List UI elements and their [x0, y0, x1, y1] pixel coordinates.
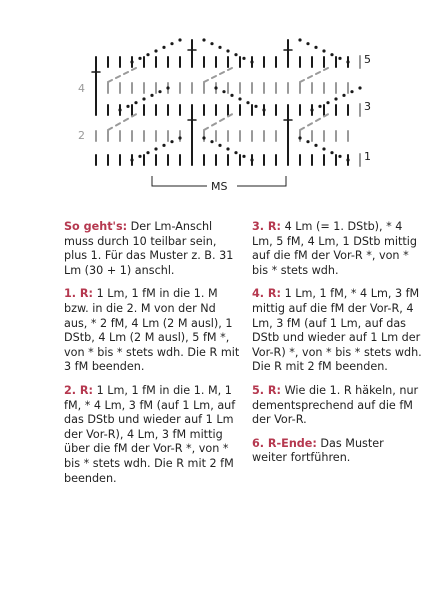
row-label-2: 2: [78, 129, 85, 142]
row-1-chain-dot: [306, 140, 309, 143]
row-1-chain-dot: [138, 155, 141, 158]
row-4-chain: [212, 76, 216, 78]
row-1-chain-dot: [226, 147, 229, 150]
row-3-chain-dot: [150, 94, 153, 97]
row-2-chain: [308, 123, 312, 125]
row-5-chain-dot: [146, 53, 149, 56]
row-4-chain: [116, 76, 120, 78]
crochet-chart: [0, 0, 448, 210]
row-4-instruction: 4. R: 1 Lm, 1 fM, * 4 Lm, 3 fM mittig auf die fM der Vor-R, 4 Lm, 3 fM (auf 1 Lm, auf das DStb und wieder auf 1 Lm der Vor-R) *, von * bis * stets wdh. Die R mit 2 fM beenden.: [252, 287, 422, 374]
row-5-chain-dot: [138, 57, 141, 60]
row-3-chain-dot: [358, 86, 361, 89]
row-4-chain: [132, 68, 136, 70]
row-1-chain-dot: [346, 158, 349, 161]
row-label-1: 1: [364, 150, 371, 163]
row-4-chain: [228, 68, 232, 70]
row-2-chain: [108, 128, 112, 130]
row-1-chain-dot: [146, 151, 149, 154]
row-1-chain-dot: [170, 140, 173, 143]
row-3-chain-dot: [214, 86, 217, 89]
row-label-3: 3: [364, 100, 371, 113]
row-5-chain-dot: [130, 60, 133, 63]
row-5-chain-dot: [330, 53, 333, 56]
row-3-chain-dot: [246, 101, 249, 104]
row-4-chain: [324, 68, 328, 70]
instructions-left-column: [64, 220, 240, 495]
row-4-chain: [124, 72, 128, 74]
row-1-chain-dot: [130, 158, 133, 161]
row-3-instruction: 3. R: 4 Lm (= 1. DStb), * 4 Lm, 5 fM, 4 Lm, 1 DStb mittig auf die fM der Vor-R *, von * bis * stets wdh.: [252, 220, 417, 277]
row-label-5: 5: [364, 53, 371, 66]
row-3-chain-dot: [238, 97, 241, 100]
row-5-chain-dot: [178, 38, 181, 41]
row-3-chain-dot: [158, 90, 161, 93]
row-1-chain-dot: [250, 158, 253, 161]
row-1-chain-dot: [218, 144, 221, 147]
row-5-chain-dot: [202, 38, 205, 41]
row-3-chain-dot: [230, 94, 233, 97]
row-1-chain-dot: [234, 151, 237, 154]
row-1-instruction: 1. R: 1 Lm, 1 fM in die 1. M bzw. in die 2. M von der Nd aus, * 2 fM, 4 Lm (2 M ausl), 1 DStb, 4 Lm (2 M ausl), 5 fM *, von * bis * stets wdh. Die R mit 3 fM beenden.: [64, 287, 240, 374]
row-5-chain-dot: [154, 49, 157, 52]
row-4-chain: [204, 80, 208, 82]
row-1-chain-dot: [242, 155, 245, 158]
row-5-chain-dot: [162, 46, 165, 49]
row-3-chain-dot: [342, 94, 345, 97]
row-3-chain-dot: [350, 90, 353, 93]
row-3-chain-dot: [310, 108, 313, 111]
row-1-chain-dot: [202, 136, 205, 139]
row-4-chain: [108, 80, 112, 82]
row-5-chain-dot: [234, 53, 237, 56]
row-5-instruction: 5. R: Wie die 1. R häkeln, nur dementsprechend auf die fM der Vor-R.: [252, 383, 419, 427]
row-5-chain-dot: [298, 38, 301, 41]
row-3-chain-dot: [254, 105, 257, 108]
instructions-right-column: [252, 220, 422, 475]
row-2-chain: [220, 119, 224, 121]
row-2-chain: [116, 123, 120, 125]
row-3-chain-dot: [222, 90, 225, 93]
row-1-chain-dot: [178, 136, 181, 139]
row-5-chain-dot: [218, 46, 221, 49]
row-2-instruction: 2. R: 1 Lm, 1 fM in die 1. M, 1 fM, * 4 Lm, 3 fM (auf 1 Lm, auf das DStb und wieder auf 1 Lm der Vor-R), 4 Lm, 3 fM mittig über die fM der Vor-R *, von * bis * stets wdh. Die R mit 2 fM beenden.: [64, 383, 236, 485]
row-5-chain-dot: [242, 57, 245, 60]
intro-paragraph: So geht's: Der Lm-Anschl muss durch 10 teilbar sein, plus 1. Für das Muster z. B. 31 Lm (30 + 1) anschl.: [64, 220, 234, 277]
crochet-chart-svg: [0, 0, 448, 210]
row-2-chain: [212, 123, 216, 125]
row-1-chain-dot: [338, 155, 341, 158]
row-end-instruction: 6. R-Ende: Das Muster weiter fortführen.: [252, 436, 384, 465]
row-3-chain-dot: [334, 97, 337, 100]
row-5-chain-dot: [306, 42, 309, 45]
row-4-chain: [300, 80, 304, 82]
row-3-chain-dot: [326, 101, 329, 104]
row-5-chain-dot: [210, 42, 213, 45]
row-3-chain-dot: [142, 97, 145, 100]
row-3-chain-dot: [134, 101, 137, 104]
row-label-4: 4: [78, 82, 85, 95]
row-5-chain-dot: [314, 46, 317, 49]
row-4-chain: [308, 76, 312, 78]
row-4-chain: [220, 72, 224, 74]
row-1-chain-dot: [314, 144, 317, 147]
row-1-chain-dot: [162, 144, 165, 147]
repeat-label: MS: [211, 180, 228, 193]
row-5-chain-dot: [226, 49, 229, 52]
row-5-chain-dot: [346, 60, 349, 63]
row-1-chain-dot: [210, 140, 213, 143]
row-3-chain-dot: [126, 105, 129, 108]
row-5-chain-dot: [322, 49, 325, 52]
row-5-chain-dot: [250, 60, 253, 63]
row-3-chain-dot: [262, 108, 265, 111]
row-3-chain-dot: [318, 105, 321, 108]
row-2-chain: [124, 119, 128, 121]
row-2-chain: [316, 119, 320, 121]
row-1-chain-dot: [298, 136, 301, 139]
row-2-chain: [300, 128, 304, 130]
row-4-chain: [316, 72, 320, 74]
row-5-chain-dot: [338, 57, 341, 60]
row-1-chain-dot: [154, 147, 157, 150]
row-2-chain: [204, 128, 208, 130]
row-1-chain-dot: [322, 147, 325, 150]
row-1-chain-dot: [330, 151, 333, 154]
row-5-chain-dot: [170, 42, 173, 45]
row-3-chain-dot: [118, 108, 121, 111]
row-3-chain-dot: [166, 86, 169, 89]
